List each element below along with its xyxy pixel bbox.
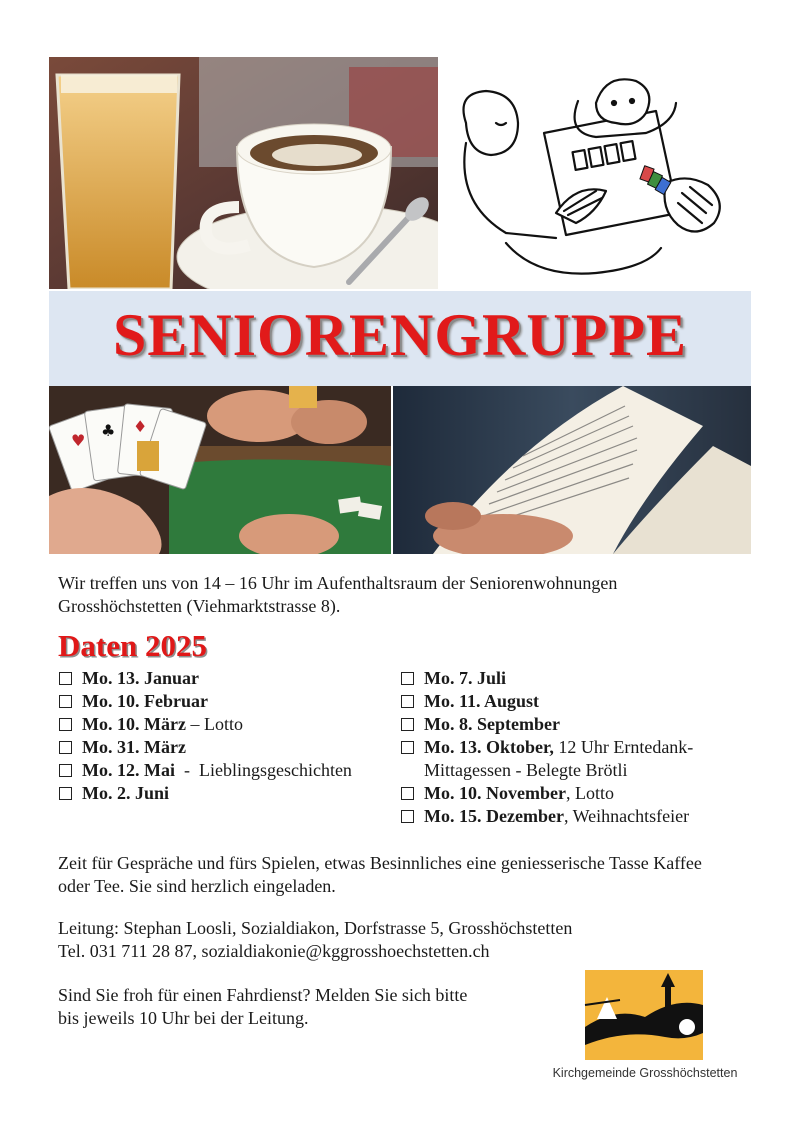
checkbox-icon[interactable] xyxy=(401,718,414,731)
date-label: Mo. 7. Juli xyxy=(424,668,507,688)
date-item xyxy=(400,782,760,805)
checkbox-icon[interactable] xyxy=(401,787,414,800)
date-note: , Lotto xyxy=(565,783,614,803)
date-label: Mo. 10. März xyxy=(82,714,186,734)
checkbox-icon[interactable] xyxy=(59,695,72,708)
photo-beer-and-coffee xyxy=(49,57,438,289)
paragraph-line: bis jeweils 10 Uhr bei der Leitung. xyxy=(58,1008,309,1028)
dates-list-right xyxy=(400,667,760,828)
paragraph-line: Sind Sie froh für einen Fahrdienst? Melden Sie sich bitte xyxy=(58,985,468,1005)
checkbox-icon[interactable] xyxy=(59,741,72,754)
date-item xyxy=(58,667,398,690)
title-banner xyxy=(49,291,751,386)
intro-line: Wir treffen uns von 14 – 16 Uhr im Aufenthaltsraum der Seniorenwohnungen xyxy=(58,573,618,593)
photo-reading-book xyxy=(393,386,751,554)
date-item xyxy=(58,690,398,713)
church-logo xyxy=(545,967,745,1087)
date-label: Mo. 12. Mai xyxy=(82,760,175,780)
date-item xyxy=(400,736,760,782)
date-item xyxy=(400,713,760,736)
paragraph-line: Leitung: Stephan Loosli, Sozialdiakon, Dorfstrasse 5, Grosshöchstetten xyxy=(58,918,573,938)
date-note: , Weihnachtsfeier xyxy=(563,806,690,826)
dates-list-left xyxy=(58,667,398,805)
date-note-continued: Mittagessen - Belegte Brötli xyxy=(424,760,628,780)
date-item xyxy=(400,805,760,828)
checkbox-icon[interactable] xyxy=(401,810,414,823)
checkbox-icon[interactable] xyxy=(59,718,72,731)
date-note: - Lieblingsgeschichten xyxy=(174,760,352,780)
dates-heading: Daten 2025 xyxy=(58,628,207,663)
paragraph-line: Zeit für Gespräche und fürs Spielen, etwas Besinnliches eine geniesserische Tasse Kaffee xyxy=(58,853,702,873)
checkbox-icon[interactable] xyxy=(401,741,414,754)
intro-line: Grosshöchstetten (Viehmarktstrasse 8). xyxy=(58,596,341,616)
svg-text:♥: ♥ xyxy=(71,431,86,450)
photo-card-game xyxy=(49,386,391,554)
date-label: Mo. 13. Januar xyxy=(82,668,199,688)
date-label: Mo. 2. Juni xyxy=(82,783,170,803)
date-label: Mo. 15. Dezember xyxy=(424,806,564,826)
intro-text xyxy=(58,572,758,618)
date-item xyxy=(58,736,398,759)
card-players-drawing xyxy=(446,63,736,285)
date-item xyxy=(58,759,398,782)
checkbox-icon[interactable] xyxy=(59,787,72,800)
description-paragraph xyxy=(58,852,778,898)
contact-paragraph xyxy=(58,917,778,963)
date-item xyxy=(58,782,398,805)
svg-text:♦: ♦ xyxy=(133,417,148,436)
date-item xyxy=(400,667,760,690)
date-item xyxy=(400,690,760,713)
checkbox-icon[interactable] xyxy=(401,672,414,685)
paragraph-line: oder Tee. Sie sind herzlich eingeladen. xyxy=(58,876,336,896)
date-item xyxy=(58,713,398,736)
svg-text:♣: ♣ xyxy=(101,421,116,440)
date-label: Mo. 10. November xyxy=(424,783,566,803)
checkbox-icon[interactable] xyxy=(401,695,414,708)
date-label: Mo. 31. März xyxy=(82,737,186,757)
date-note: – Lotto xyxy=(185,714,243,734)
date-note: 12 Uhr Erntedank- xyxy=(553,737,694,757)
logo-caption: Kirchgemeinde Grosshöchstetten xyxy=(552,1066,738,1080)
checkbox-icon[interactable] xyxy=(59,672,72,685)
date-label: Mo. 13. Oktober, xyxy=(424,737,554,757)
checkbox-icon[interactable] xyxy=(59,764,72,777)
date-label: Mo. 8. September xyxy=(424,714,560,734)
transport-paragraph xyxy=(58,984,538,1030)
date-label: Mo. 10. Februar xyxy=(82,691,208,711)
date-label: Mo. 11. August xyxy=(424,691,540,711)
contact-email-line[interactable]: Tel. 031 711 28 87, sozialdiakonie@kggrosshoechstetten.ch xyxy=(58,941,490,961)
page-title: SENIORENGRUPPE xyxy=(112,302,688,368)
